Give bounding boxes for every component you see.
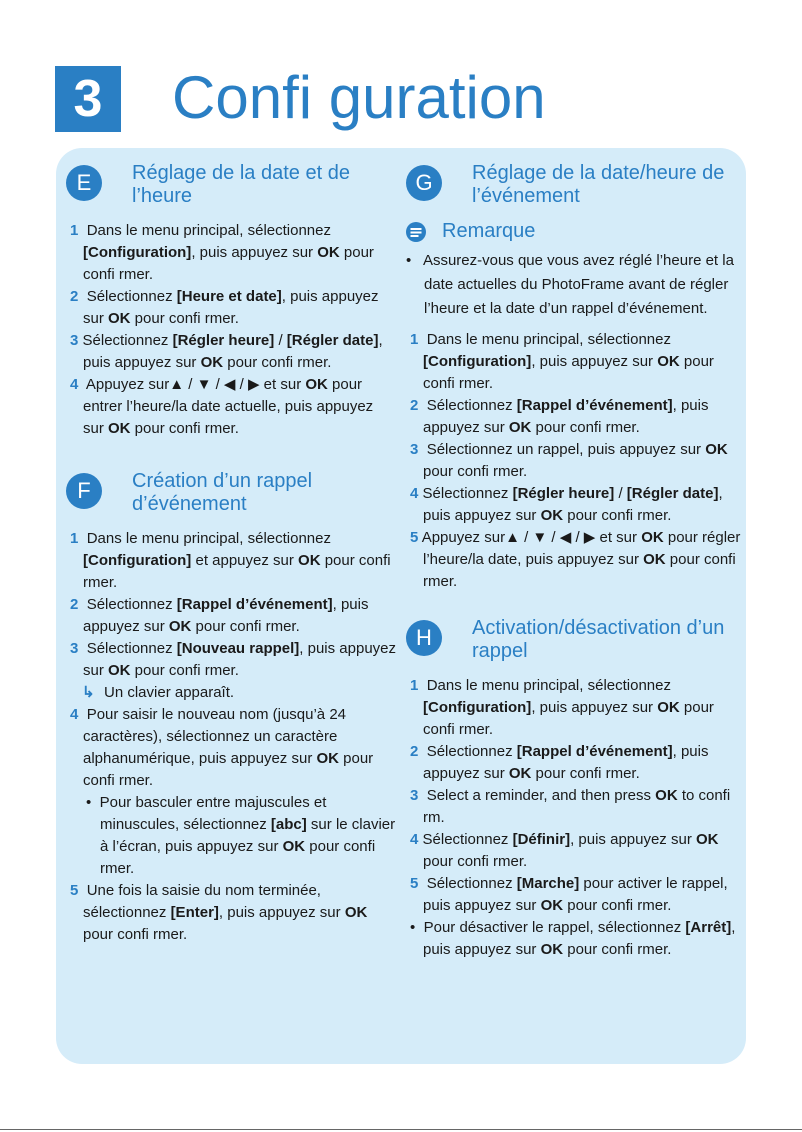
step: 3 Select a reminder, and then press OK to confi rm. [410, 787, 731, 826]
section-e-title: Réglage de la date et de l’heure [132, 162, 350, 207]
step: 4 Sélectionnez [Régler heure] / [Régler date], puis appuyez sur OK pour confi rmer. [410, 485, 723, 524]
step: 2 Sélectionnez [Heure et date], puis appuyez sur OK pour confi rmer. [70, 288, 379, 327]
remark-title: Remarque [442, 220, 536, 242]
left-column [66, 162, 396, 946]
step: 4 Pour saisir le nouveau nom (jusqu’à 24 caractères), sélectionnez un caractère alphanumérique, puis appuyez sur OK pour confi rmer. [70, 706, 374, 789]
step: 1 Dans le menu principal, sélectionnez [Configuration] et appuyez sur OK pour confi rmer. [70, 530, 391, 591]
remark-heading [406, 220, 742, 243]
chapter-title: Confi guration [172, 64, 546, 131]
remark-text: • Assurez-vous que vous avez réglé l’heure et la date actuelles du PhotoFrame avant de régler l’heure et la date d’un rappel d’événement. [406, 252, 734, 317]
step-result: ↳ Un clavier apparaît. [66, 682, 396, 704]
section-g-title: Réglage de la date/heure de l’événement [472, 162, 725, 207]
step: 4 Sélectionnez [Définir], puis appuyez sur OK pour confi rmer. [410, 831, 719, 870]
section-h-header [406, 617, 742, 663]
section-f-header [66, 470, 396, 516]
step: 3 Sélectionnez [Régler heure] / [Régler date], puis appuyez sur OK pour confi rmer. [70, 332, 383, 371]
section-e-badge: E [66, 165, 102, 201]
note-icon [406, 222, 426, 242]
list-item: • Pour basculer entre majuscules et minuscules, sélectionnez [abc] sur le clavier à l’écran, puis appuyez sur OK pour confi rmer. [86, 794, 396, 877]
step: 2 Sélectionnez [Rappel d’événement], puis appuyez sur OK pour confi rmer. [410, 743, 709, 782]
step: 5 Sélectionnez [Marche] pour activer le rappel, puis appuyez sur OK pour confi rmer. [410, 875, 728, 914]
step: 2 Sélectionnez [Rappel d’événement], puis appuyez sur OK pour confi rmer. [410, 397, 709, 436]
step: 3 Sélectionnez [Nouveau rappel], puis appuyez sur OK pour confi rmer. [70, 640, 397, 679]
step: 4 Appuyez sur▲ / ▼ / ◀ / ▶ et sur OK pour entrer l’heure/la date actuelle, puis appuyez sur OK pour confi rmer. [70, 376, 374, 437]
step: 1 Dans le menu principal, sélectionnez [Configuration], puis appuyez sur OK pour confi rmer. [410, 677, 714, 738]
section-f-title: Création d’un rappel d’événement [132, 470, 313, 515]
right-column [406, 162, 742, 961]
section-f-badge: F [66, 473, 102, 509]
step: 1 Dans le menu principal, sélectionnez [Configuration], puis appuyez sur OK pour confi rmer. [70, 222, 374, 283]
section-e-header [66, 162, 396, 208]
list-item: • Pour désactiver le rappel, sélectionnez [Arrêt], puis appuyez sur OK pour confi rmer. [410, 919, 736, 958]
step: 2 Sélectionnez [Rappel d’événement], puis appuyez sur OK pour confi rmer. [70, 596, 369, 635]
step: 3 Sélectionnez un rappel, puis appuyez sur OK pour confi rmer. [410, 441, 728, 480]
result-arrow-icon: ↳ [82, 684, 95, 701]
step: 5 Une fois la saisie du nom terminée, sélectionnez [Enter], puis appuyez sur OK pour confi rmer. [70, 882, 368, 943]
step: 1 Dans le menu principal, sélectionnez [Configuration], puis appuyez sur OK pour confi rmer. [410, 331, 714, 392]
section-h-badge: H [406, 620, 442, 656]
section-g-badge: G [406, 165, 442, 201]
step: 5 Appuyez sur▲ / ▼ / ◀ / ▶ et sur OK pour régler l’heure/la date, puis appuyez sur OK pour confi rmer. [410, 529, 741, 590]
chapter-number: 3 [55, 66, 121, 132]
section-g-header [406, 162, 742, 208]
section-h-title: Activation/désactivation d’un rappel [472, 617, 725, 662]
footer-rule [0, 1129, 802, 1130]
